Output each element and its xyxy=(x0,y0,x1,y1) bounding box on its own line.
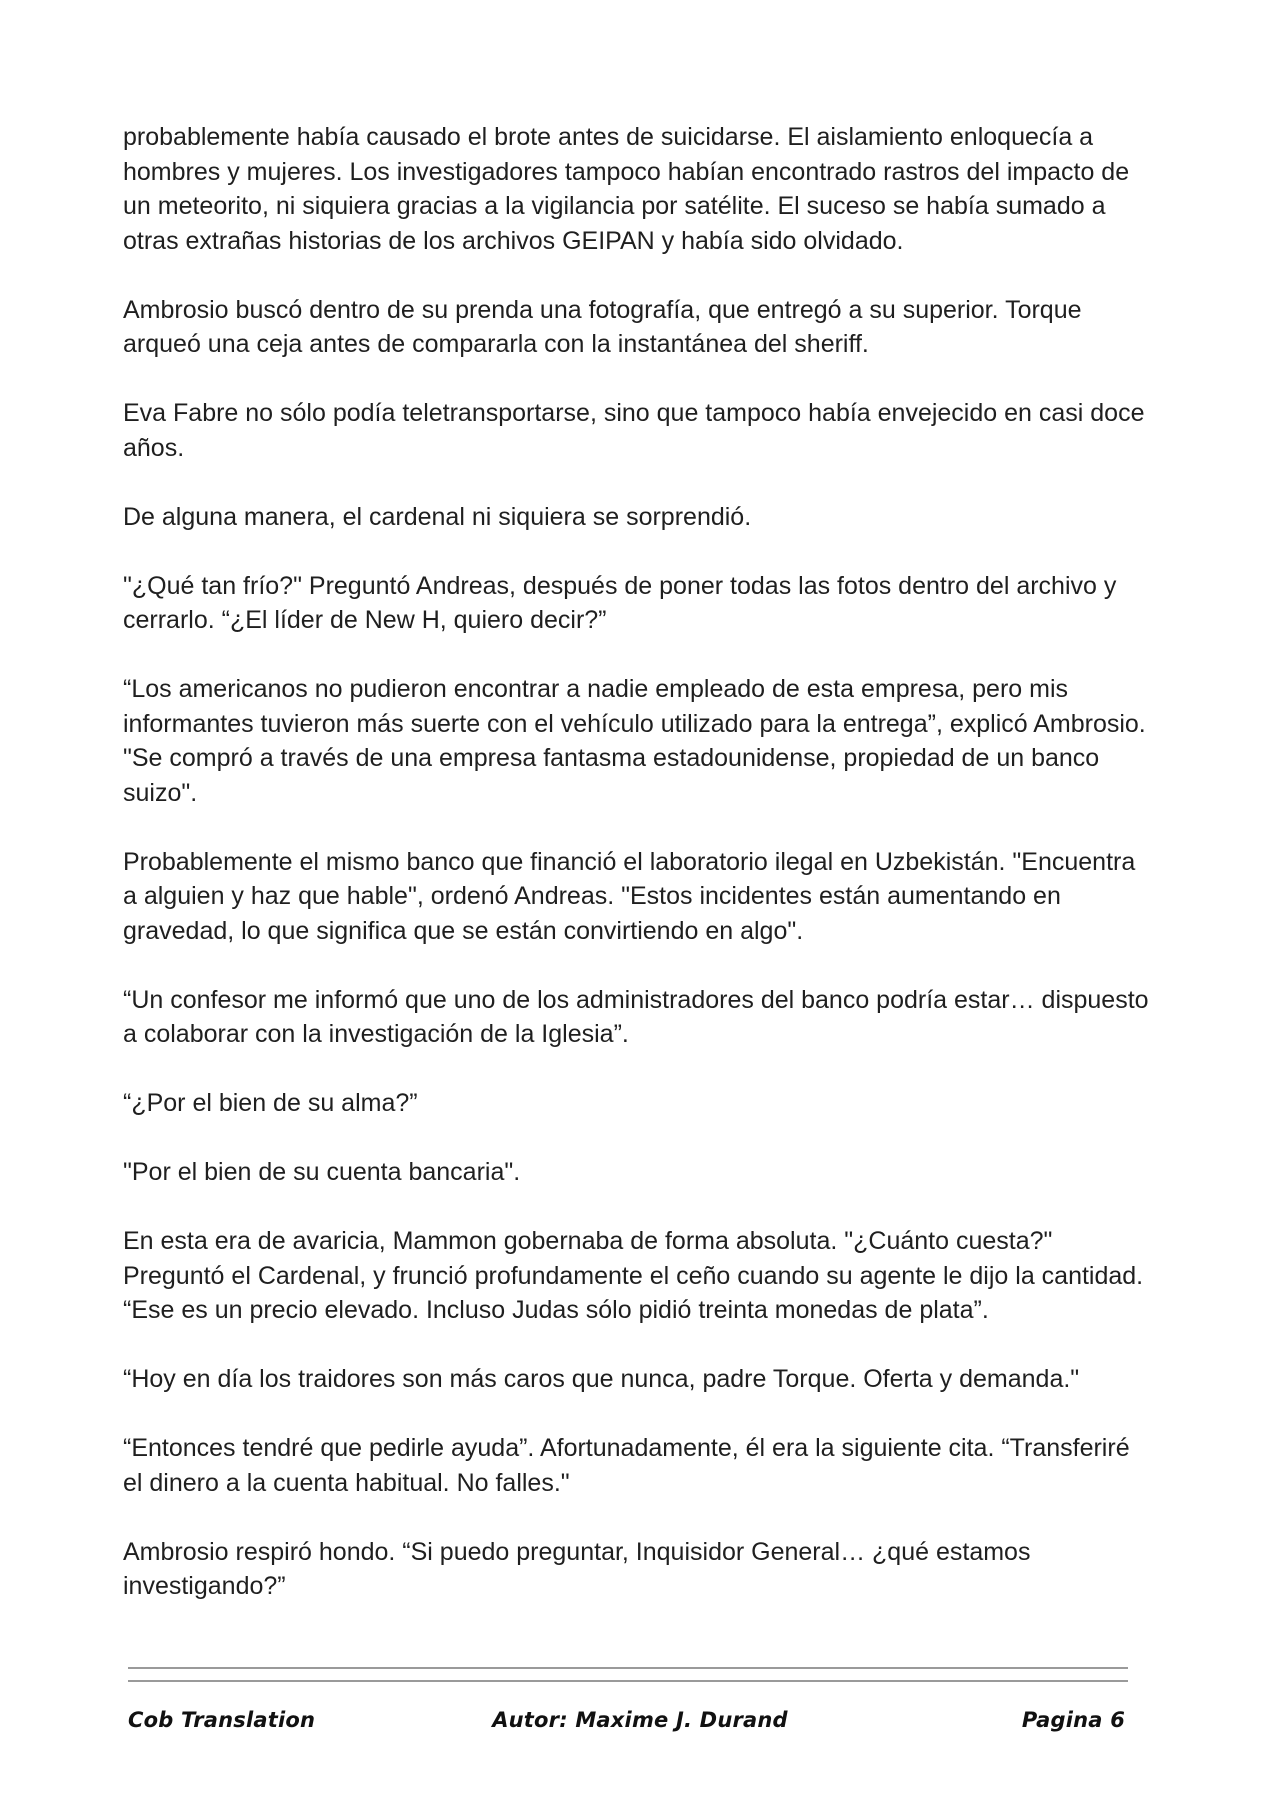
paragraph-5: "¿Qué tan frío?" Preguntó Andreas, después de poner todas las fotos dentro del archivo y cerrarlo. “¿El líder de New H, quiero decir?” xyxy=(123,571,1117,634)
footer-translator: Cob Translation xyxy=(128,1708,316,1732)
paragraph-4: De alguna manera, el cardenal ni siquiera se sorprendió. xyxy=(123,502,752,531)
paragraph-13: “Entonces tendré que pedirle ayuda”. Afortunadamente, él era la siguiente cita. “Transferiré el dinero a la cuenta habitual. No falles." xyxy=(123,1434,1130,1497)
paragraph-6: “Los americanos no pudieron encontrar a nadie empleado de esta empresa, pero mis informantes tuvieron más suerte con el vehículo utilizado para la entrega”, explicó Ambrosio. "Se compró a través de una empresa fantasma estadounidense, propiedad de un banco suizo". xyxy=(123,675,1146,807)
footer-divider-bottom xyxy=(128,1680,1128,1682)
paragraph-11: En esta era de avaricia, Mammon gobernaba de forma absoluta. "¿Cuánto cuesta?" Preguntó el Cardenal, y frunció profundamente el ceño cuando su agente le dijo la cantidad. “Ese es un precio elevado. Incluso Judas sólo pidió treinta monedas de plata”. xyxy=(123,1227,1144,1324)
paragraph-14: Ambrosio respiró hondo. “Si puedo preguntar, Inquisidor General… ¿qué estamos investigando?” xyxy=(123,1537,1031,1600)
footer-author: Autor: Maxime J. Durand xyxy=(492,1708,788,1732)
footer-page-number: Pagina 6 xyxy=(1021,1708,1125,1732)
footer-divider-top xyxy=(128,1667,1128,1669)
paragraph-12: “Hoy en día los traidores son más caros que nunca, padre Torque. Oferta y demanda." xyxy=(123,1365,1080,1393)
paragraph-10: "Por el bien de su cuenta bancaria". xyxy=(123,1158,521,1186)
paragraph-8: “Un confesor me informó que uno de los administradores del banco podría estar… dispuesto a colaborar con la investigación de la Iglesia”. xyxy=(123,985,1149,1048)
paragraph-1: probablemente había causado el brote antes de suicidarse. El aislamiento enloquecía a hombres y mujeres. Los investigadores tampoco habían encontrado rastros del impacto de un meteorito, ni siquiera gracias a la vigilancia por satélite. El suceso se había sumado a otras extrañas historias de los archivos GEIPAN y había sido olvidado. xyxy=(123,123,1130,255)
paragraph-7: Probablemente el mismo banco que financió el laboratorio ilegal en Uzbekistán. "Encuentra a alguien y haz que hable", ordenó Andreas. "Estos incidentes están aumentando en gravedad, lo que significa que se están convirtiendo en algo". xyxy=(123,847,1136,945)
paragraph-9: “¿Por el bien de su alma?” xyxy=(123,1089,418,1117)
body-text xyxy=(123,120,1153,1638)
paragraph-2: Ambrosio buscó dentro de su prenda una fotografía, que entregó a su superior. Torque arqueó una ceja antes de compararla con la instantánea del sheriff. xyxy=(123,295,1082,358)
paragraph-3: Eva Fabre no sólo podía teletransportarse, sino que tampoco había envejecido en casi doce años. xyxy=(123,399,1145,462)
